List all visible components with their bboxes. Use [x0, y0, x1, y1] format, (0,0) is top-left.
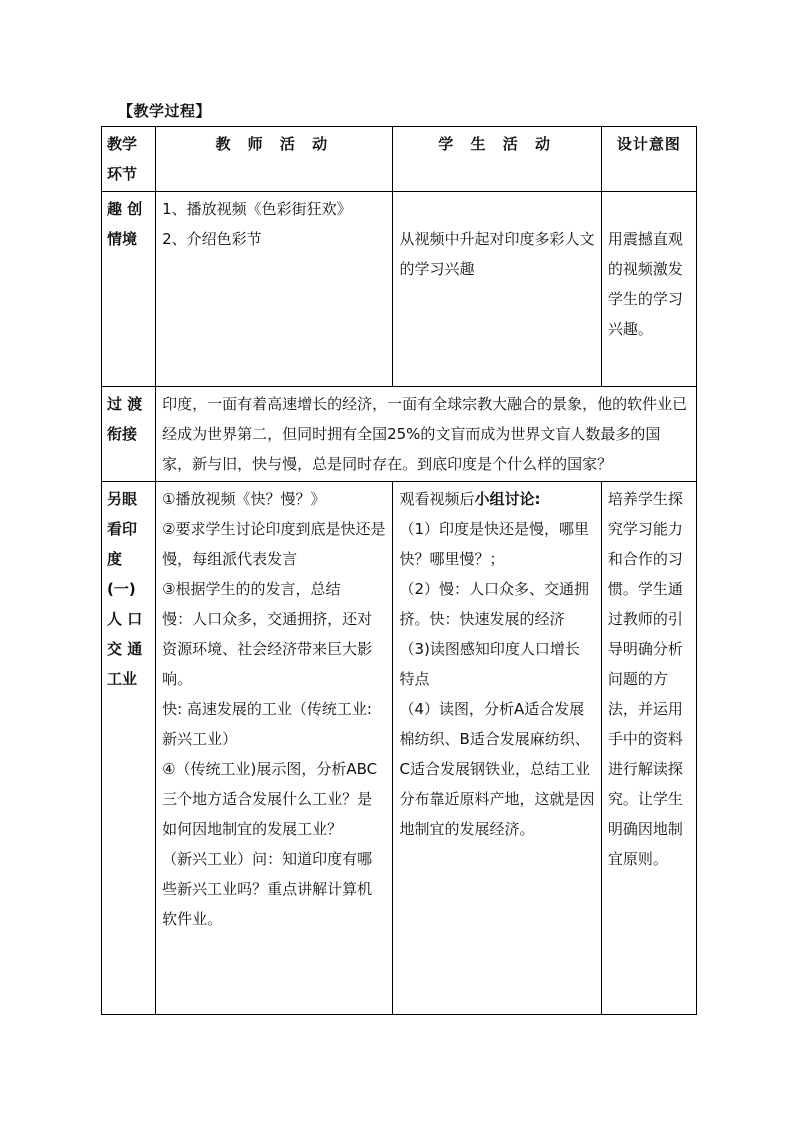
teacher-step: ②要求学生讨论印度到底是快还是慢，每组派代表发言	[162, 520, 386, 568]
table-row	[102, 482, 697, 1015]
section-heading: 【教学过程】	[118, 102, 212, 120]
teacher-step: ④（传统工业)展示图，分析ABC三个地方适合发展什么工业？是如何因地制宜的发展工业？	[162, 760, 378, 838]
design-intent-text: 用震撼直观的视频激发学生的学习兴趣。	[607, 230, 683, 338]
design-intent-cell: 培养学生探究学习能力和合作的习惯。学生通过教师的引导明确分析问题的方法，并运用手中的资料进行解读探究。让学生明确因地制宜原则。	[601, 482, 696, 1015]
header-teacher-activity: 教 师 活 动	[156, 127, 393, 192]
teacher-step: 快: 高速发展的工业（传统工业: 新兴工业）	[162, 700, 372, 748]
student-activity-text: 从视频中升起对印度多彩人文的学习兴趣	[399, 230, 595, 278]
student-activity-cell	[393, 482, 601, 1015]
teacher-step: 慢：人口众多，交通拥挤，还对资源环境、社会经济带来巨大影响。	[162, 610, 373, 688]
table-header-row	[102, 127, 697, 192]
transition-text-cell: 印度，一面有着高速增长的经济，一面有全球宗教大融合的景象，他的软件业已经成为世界第二，但同时拥有全国25%的文盲而成为世界文盲人数最多的国家，新与旧，快与慢，总是同时存在。到底印度是个什么样的国家？	[156, 387, 697, 482]
lesson-plan-table	[101, 126, 697, 1015]
teacher-activity-cell	[156, 482, 393, 1015]
segment-cell: 另眼看印度(一)人 口交 通工业	[102, 482, 156, 1015]
table-row	[102, 192, 697, 387]
header-segment: 教学环节	[102, 127, 156, 192]
table-row	[102, 387, 697, 482]
design-intent-cell	[601, 192, 696, 387]
segment-cell: 过 渡衔接	[102, 387, 156, 482]
header-student-activity: 学 生 活 动	[393, 127, 601, 192]
teacher-activity-cell	[156, 192, 393, 387]
student-step: （4）读图，分析A适合发展棉纺织、B适合发展麻纺织、C适合发展钢铁业，总结工业分布靠近原料产地，这就是因地制宜的发展经济。	[399, 700, 595, 838]
teacher-step: 1、播放视频《色彩街狂欢》	[162, 200, 352, 218]
teacher-step: 2、介绍色彩节	[162, 230, 262, 248]
teacher-step: ①播放视频《快？慢？》	[162, 490, 326, 508]
student-intro	[399, 484, 594, 514]
student-activity-cell	[393, 192, 601, 387]
teacher-step: （新兴工业）问：知道印度有哪些新兴工业吗？重点讲解计算机软件业。	[162, 850, 373, 928]
header-design-intent: 设计意图	[601, 127, 696, 192]
group-discussion-label: 小组讨论:	[474, 490, 541, 508]
student-intro-text: 观看视频后	[399, 490, 475, 508]
student-step: （1）印度是快还是慢，哪里快？哪里慢？；	[399, 520, 590, 568]
teacher-step: ③根据学生的的发言，总结	[162, 580, 341, 598]
student-step: （2）慢：人口众多、交通拥挤。快：快速发展的经济	[399, 580, 590, 628]
student-step: （3)读图感知印度人口增长特点	[399, 640, 580, 688]
segment-cell: 趣 创情境	[102, 192, 156, 387]
